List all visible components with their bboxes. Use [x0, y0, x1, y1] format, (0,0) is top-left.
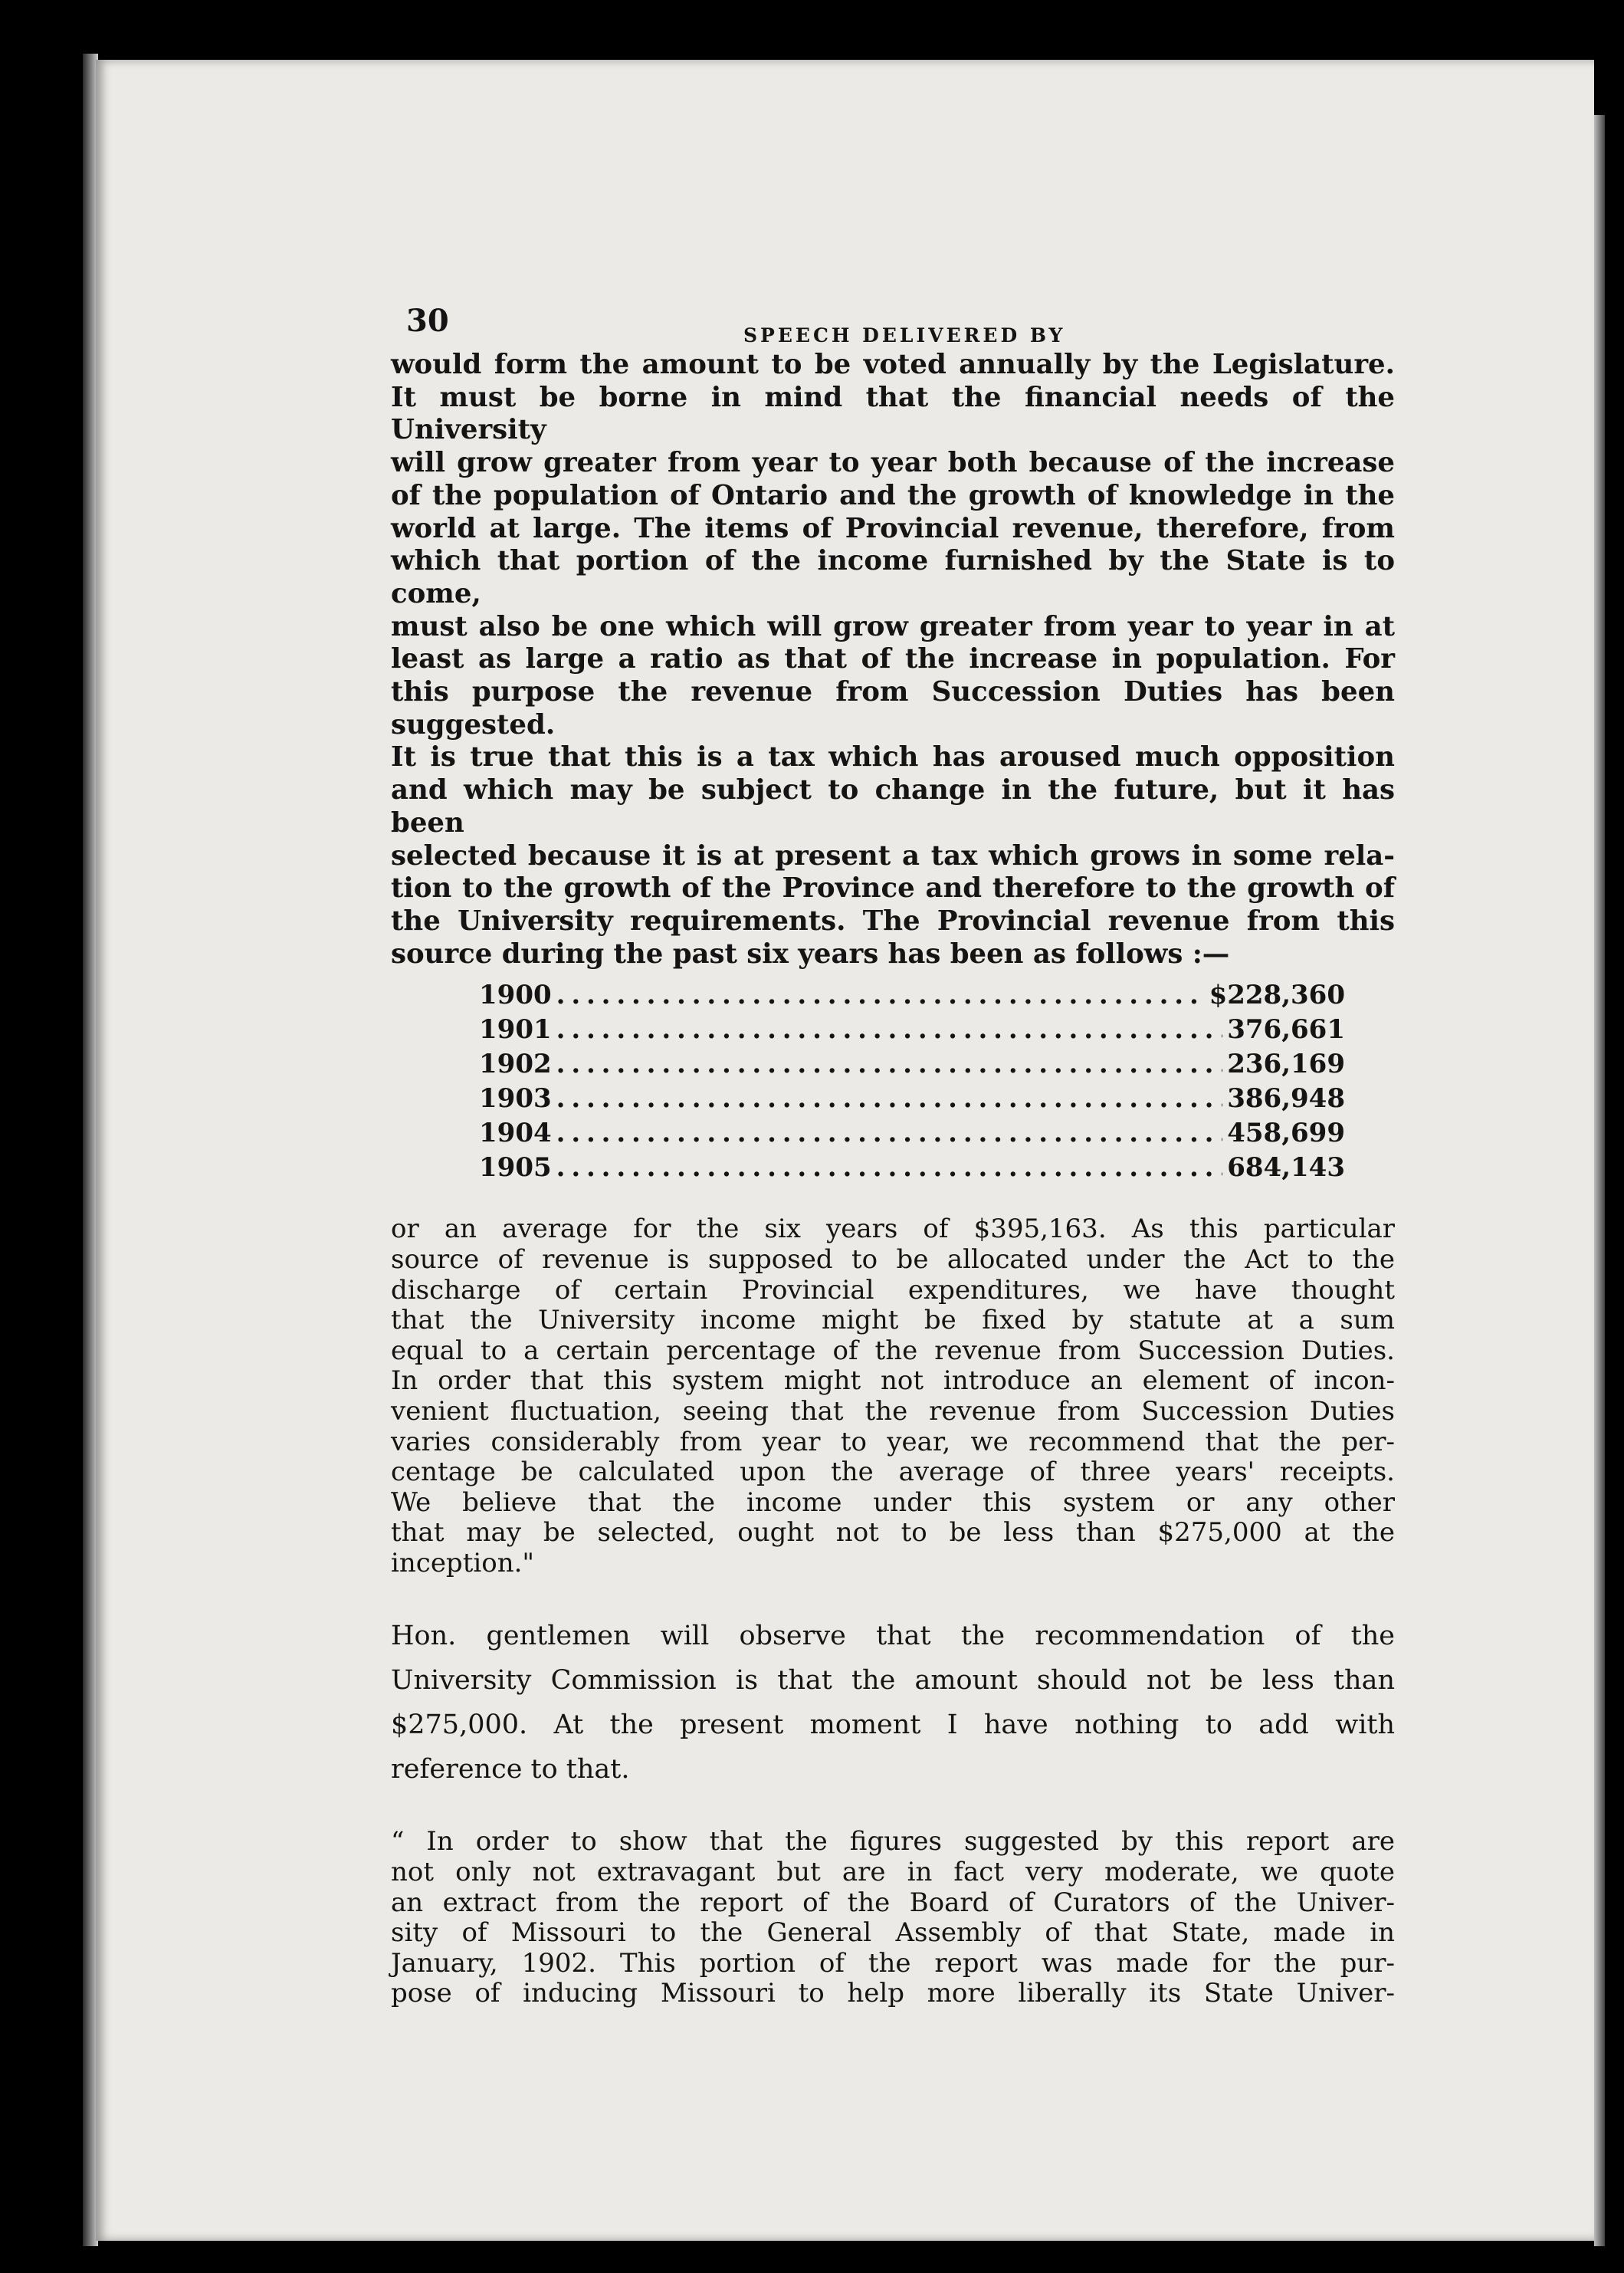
speech-paragraph	[391, 1614, 1395, 1792]
dot-leader	[556, 1116, 1223, 1151]
year-cell: 1902	[479, 1049, 552, 1080]
text-line: “ In order to show that the figures suggested by this report are	[391, 1826, 1395, 1857]
text-line: centage be calculated upon the average of three years' receipts.	[391, 1457, 1395, 1488]
text-line: not only not extravagant but are in fact very moderate, we quote	[391, 1857, 1395, 1888]
table-row	[479, 1151, 1345, 1185]
year-cell: 1903	[479, 1083, 552, 1115]
text-line: We believe that the income under this system or any other	[391, 1486, 1395, 1518]
amount-cell: 458,699	[1227, 1118, 1345, 1149]
amount-cell: $228,360	[1209, 980, 1345, 1011]
running-head: SPEECH DELIVERED BY	[743, 324, 1066, 347]
text-line: It must be borne in mind that the financial needs of the University	[391, 381, 1395, 446]
text-line: will grow greater from year to year both because of the increase	[391, 447, 1395, 479]
text-line: this purpose the revenue from Succession Duties has been suggested.	[391, 676, 1395, 741]
text-line: January, 1902. This portion of the report was made for the pur-	[391, 1947, 1395, 1979]
text-line: pose of inducing Missouri to help more liberally its State Univer-	[391, 1978, 1395, 2009]
table-row	[479, 1082, 1345, 1116]
page-number: 30	[406, 303, 449, 339]
table-row	[479, 1047, 1345, 1082]
table-row	[479, 1116, 1345, 1151]
quoted-paragraph-missouri	[391, 1827, 1395, 2009]
text-line: In order that this system might not introduce an element of incon-	[391, 1365, 1395, 1397]
quoted-paragraph-continued	[391, 1214, 1395, 1578]
text-line: world at large. The items of Provincial revenue, therefore, from	[391, 512, 1395, 544]
text-line: of the population of Ontario and the growth of knowledge in the	[391, 479, 1395, 511]
dot-leader	[556, 978, 1205, 1013]
text-line: It is true that this is a tax which has aroused much opposition	[391, 741, 1395, 774]
dot-leader	[556, 1047, 1223, 1082]
dot-leader	[556, 1082, 1223, 1116]
quoted-paragraph-bold	[391, 349, 1395, 971]
text-line: an extract from the report of the Board of Curators of the Univer-	[391, 1887, 1395, 1918]
text-line: selected because it is at present a tax which grows in some rela-	[391, 839, 1395, 872]
page-content	[391, 303, 1395, 2009]
dot-leader	[556, 1151, 1223, 1185]
year-cell: 1900	[479, 980, 552, 1011]
table-row	[479, 1013, 1345, 1047]
text-line: and which may be subject to change in the future, but it has been	[391, 774, 1395, 839]
amount-cell: 684,143	[1227, 1152, 1345, 1184]
text-line: would form the amount to be voted annually by the Legislature.	[391, 349, 1395, 380]
text-line: which that portion of the income furnished by the State is to come,	[391, 545, 1395, 609]
text-line: reference to that.	[391, 1754, 630, 1785]
amount-cell: 376,661	[1227, 1014, 1345, 1046]
text-line: sity of Missouri to the General Assembly of that State, made in	[391, 1917, 1395, 1949]
text-line: source of revenue is supposed to be allocated under the Act to the	[391, 1243, 1395, 1275]
year-cell: 1904	[479, 1118, 552, 1149]
amount-cell: 386,948	[1227, 1083, 1345, 1115]
text-line: Hon. gentlemen will observe that the recommendation of the	[391, 1621, 1395, 1652]
text-line: the University requirements. The Provincial revenue from this	[391, 905, 1395, 937]
text-line: equal to a certain percentage of the revenue from Succession Duties.	[391, 1335, 1395, 1366]
text-line: varies considerably from year to year, we recommend that the per-	[391, 1426, 1395, 1457]
text-line: tion to the growth of the Province and therefore to the growth of	[391, 872, 1395, 905]
page-edge-right	[1594, 115, 1605, 2246]
text-line: least as large a ratio as that of the increase in population. For	[391, 643, 1395, 675]
text-line: $275,000. At the present moment I have nothing to add with	[391, 1710, 1395, 1741]
dot-leader	[556, 1013, 1223, 1047]
year-cell: 1901	[479, 1014, 552, 1046]
text-line: University Commission is that the amount should not be less than	[391, 1665, 1395, 1697]
revenue-table	[479, 978, 1345, 1185]
table-row	[479, 978, 1345, 1013]
text-line: inception."	[391, 1547, 535, 1578]
year-cell: 1905	[479, 1152, 552, 1184]
text-line: source during the past six years has been as follows :—	[391, 938, 1230, 970]
text-line: that the University income might be fixed by statute at a sum	[391, 1305, 1395, 1336]
text-line: must also be one which will grow greater from year to year in at	[391, 610, 1395, 642]
text-line: that may be selected, ought not to be less than $275,000 at the	[391, 1517, 1395, 1549]
page-header	[391, 303, 1395, 349]
text-line: venient fluctuation, seeing that the revenue from Succession Duties	[391, 1395, 1395, 1427]
text-line: or an average for the six years of $395,163. As this particular	[391, 1214, 1395, 1245]
amount-cell: 236,169	[1227, 1049, 1345, 1080]
text-line: discharge of certain Provincial expenditures, we have thought	[391, 1274, 1395, 1306]
